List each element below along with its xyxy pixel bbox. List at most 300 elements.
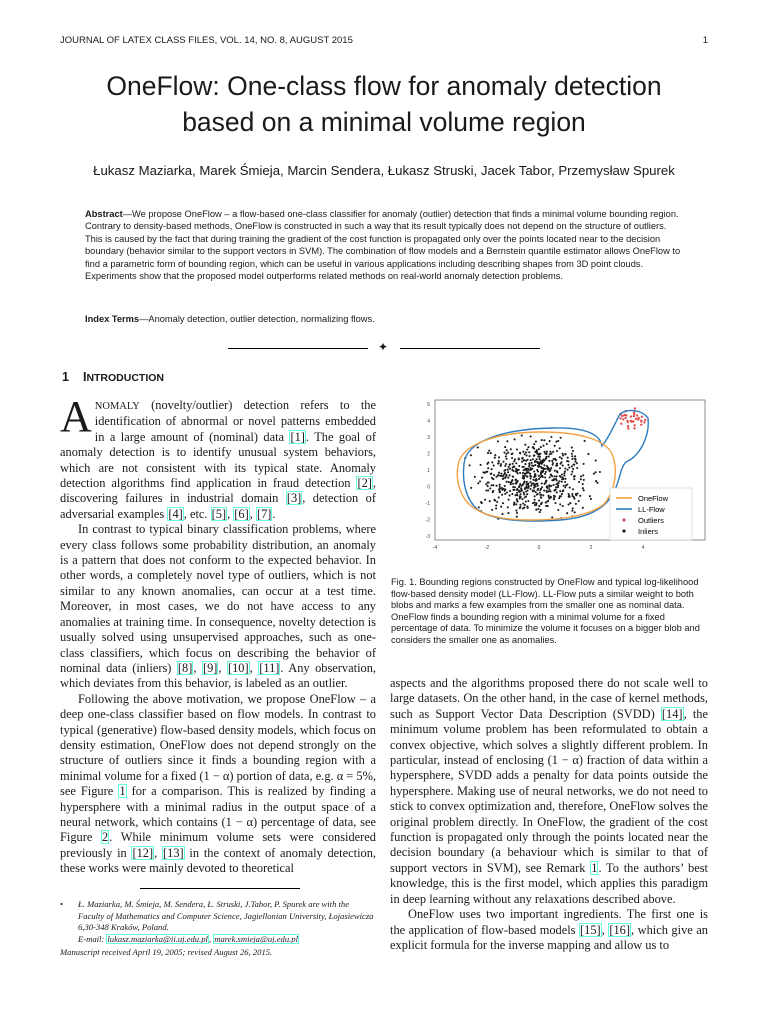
inlier-point xyxy=(533,489,535,491)
inlier-point xyxy=(525,451,527,453)
inlier-point xyxy=(525,485,527,487)
inlier-point xyxy=(511,452,513,454)
inlier-point xyxy=(522,502,524,504)
inlier-point xyxy=(558,497,560,499)
outlier-point xyxy=(634,407,636,409)
inlier-point xyxy=(501,513,503,515)
inlier-point xyxy=(556,479,558,481)
inlier-point xyxy=(491,509,493,511)
inlier-point xyxy=(509,494,511,496)
citation-link[interactable]: [5] xyxy=(211,506,227,521)
inlier-point xyxy=(480,464,482,466)
text: , xyxy=(249,506,256,521)
inlier-point xyxy=(539,494,541,496)
citation-link[interactable]: [3] xyxy=(286,491,302,506)
inlier-point xyxy=(564,471,566,473)
inlier-point xyxy=(487,485,489,487)
outlier-point xyxy=(619,417,621,419)
inlier-point xyxy=(575,503,577,505)
inlier-point xyxy=(515,510,517,512)
outlier-point xyxy=(624,417,626,419)
inlier-point xyxy=(478,506,480,508)
inlier-point xyxy=(560,437,562,439)
citation-link[interactable]: [8] xyxy=(177,660,193,675)
inlier-point xyxy=(501,494,503,496)
inlier-point xyxy=(575,493,577,495)
inlier-point xyxy=(523,481,525,483)
inlier-point xyxy=(488,450,490,452)
inlier-point xyxy=(562,476,564,478)
inlier-point xyxy=(519,493,521,495)
inlier-point xyxy=(474,476,476,478)
y-tick-label: -2 xyxy=(425,517,430,524)
running-header: JOURNAL OF LATEX CLASS FILES, VOL. 14, NO. 8, AUGUST 2015 xyxy=(60,35,353,46)
citation-link[interactable]: [9] xyxy=(202,660,218,675)
inlier-point xyxy=(550,496,552,498)
inlier-point xyxy=(562,465,564,467)
inlier-point xyxy=(564,486,566,488)
inlier-point xyxy=(545,453,547,455)
inlier-point xyxy=(547,487,549,489)
inlier-point xyxy=(562,454,564,456)
inlier-point xyxy=(541,467,543,469)
inlier-point xyxy=(580,478,582,480)
inlier-point xyxy=(494,500,496,502)
inlier-point xyxy=(519,496,521,498)
inlier-point xyxy=(567,457,569,459)
footnote-rule xyxy=(140,888,300,889)
inlier-point xyxy=(541,475,543,477)
inlier-point xyxy=(539,489,541,491)
legend-llflow-label: LL-Flow xyxy=(638,505,665,514)
outlier-point xyxy=(627,427,629,429)
footnote-body xyxy=(78,899,376,945)
inlier-point xyxy=(516,448,518,450)
inlier-point xyxy=(519,483,521,485)
inlier-point xyxy=(493,464,495,466)
citation-link[interactable]: [16] xyxy=(609,922,630,937)
outlier-point xyxy=(620,423,622,425)
right-column xyxy=(390,676,708,953)
inlier-point xyxy=(501,475,503,477)
inlier-point xyxy=(477,482,479,484)
inlier-point xyxy=(572,488,574,490)
inlier-point xyxy=(579,495,581,497)
outlier-point xyxy=(633,427,635,429)
inlier-point xyxy=(571,455,573,457)
inlier-point xyxy=(521,434,523,436)
left-column xyxy=(60,392,376,877)
inlier-point xyxy=(539,511,541,513)
outlier-point xyxy=(633,415,635,417)
inlier-point xyxy=(499,484,501,486)
inlier-point xyxy=(499,486,501,488)
inlier-point xyxy=(487,467,489,469)
inlier-point xyxy=(481,477,483,479)
inlier-point xyxy=(566,460,568,462)
inlier-point xyxy=(519,504,521,506)
inlier-point xyxy=(505,453,507,455)
inlier-point xyxy=(521,461,523,463)
inlier-point xyxy=(571,453,573,455)
inlier-point xyxy=(509,468,511,470)
inlier-point xyxy=(578,481,580,483)
inlier-point xyxy=(492,484,494,486)
inlier-point xyxy=(534,484,536,486)
legend-inliers-label: Inliers xyxy=(638,527,659,536)
inlier-point xyxy=(510,448,512,450)
inlier-point xyxy=(518,485,520,487)
inlier-point xyxy=(548,456,550,458)
inlier-point xyxy=(533,454,535,456)
y-tick-label: 4 xyxy=(427,418,430,425)
inlier-point xyxy=(501,487,503,489)
citation-link[interactable]: [15] xyxy=(580,922,601,937)
inlier-point xyxy=(564,478,566,480)
section-title-initial: I xyxy=(82,370,87,384)
text: , which give an explicit formula for the inverse mapping and allow us to xyxy=(390,922,708,952)
inlier-point xyxy=(552,462,554,464)
inlier-point xyxy=(500,465,502,467)
inlier-point xyxy=(538,448,540,450)
inlier-point xyxy=(587,453,589,455)
inlier-point xyxy=(504,493,506,495)
inlier-point xyxy=(530,485,532,487)
inlier-point xyxy=(575,458,577,460)
inlier-point xyxy=(550,436,552,438)
inlier-point xyxy=(507,506,509,508)
outlier-point xyxy=(625,414,627,416)
inlier-point xyxy=(513,501,515,503)
x-tick-label: 4 xyxy=(641,545,645,551)
inlier-point xyxy=(535,491,537,493)
inlier-point xyxy=(546,443,548,445)
inlier-point xyxy=(535,509,537,511)
inlier-point xyxy=(573,478,575,480)
inlier-point xyxy=(595,480,597,482)
inlier-point xyxy=(516,492,518,494)
inlier-point xyxy=(538,478,540,480)
inlier-point xyxy=(477,446,479,448)
inlier-point xyxy=(537,493,539,495)
inlier-point xyxy=(513,460,515,462)
inlier-point xyxy=(502,461,504,463)
inlier-point xyxy=(559,447,561,449)
inlier-point xyxy=(582,507,584,509)
citation-link[interactable]: [1] xyxy=(290,429,305,444)
inlier-point xyxy=(512,475,514,477)
inlier-point xyxy=(524,453,526,455)
drop-cap: A xyxy=(60,392,92,441)
x-tick-label: -2 xyxy=(484,545,490,551)
inlier-point xyxy=(514,486,516,488)
inlier-point xyxy=(518,458,520,460)
inlier-point xyxy=(500,506,502,508)
text: (novelty/outlier) detection refers to the identification of abnormal or novel patterns embedded in a large amount of (nominal) data xyxy=(94,398,376,444)
inlier-point xyxy=(541,460,543,462)
text: . The goal of anomaly detection is to identify unusual system behaviors, which are not consistent with its typical state. Anomaly detection algorithms find application in fraud detection xyxy=(60,429,376,491)
legend-outliers-label: Outliers xyxy=(638,516,664,525)
inlier-point xyxy=(488,482,490,484)
inlier-point xyxy=(571,510,573,512)
citation-link[interactable]: [12] xyxy=(132,845,154,860)
inlier-point xyxy=(536,453,538,455)
y-tick-label: 0 xyxy=(427,484,430,491)
inlier-point xyxy=(550,467,552,469)
inlier-point xyxy=(580,475,582,477)
inlier-point xyxy=(504,490,506,492)
inlier-point xyxy=(583,479,585,481)
text: Following the above motivation, we propose OneFlow – a deep one-class classifier based on flow models. In contrast to typical (generative) flow-based density models, which focus on density estimation, OneFlow does not depend strongly on the structure of outliers since it finds a bounding region with a minimal volume for a fixed (1 − α) portion of data, e.g. α = 5%, see Figure xyxy=(60,691,376,799)
inlier-point xyxy=(480,501,482,503)
citation-link[interactable]: [2] xyxy=(357,476,372,491)
inlier-point xyxy=(559,503,561,505)
inlier-point xyxy=(505,455,507,457)
inlier-point xyxy=(524,473,526,475)
figure-caption: Fig. 1. Bounding regions constructed by OneFlow and typical log-likelihood flow-based density model (LL-Flow). LL-Flow puts a similar weight to both blobs and marks a few examples from the smaller one as nominal data. OneFlow finds a bounding region with a minimal volume for a fixed percentage of data. To minimize the volume it focuses on a bigger blob and considers the smaller one as anomalies. xyxy=(391,577,700,645)
inlier-point xyxy=(490,484,492,486)
inlier-point xyxy=(523,493,525,495)
inlier-point xyxy=(583,463,585,465)
inlier-point xyxy=(511,479,513,481)
inlier-point xyxy=(489,487,491,489)
inlier-point xyxy=(551,516,553,518)
inlier-point xyxy=(497,440,499,442)
inlier-point xyxy=(515,503,517,505)
inlier-point xyxy=(526,454,528,456)
inlier-point xyxy=(485,483,487,485)
inlier-point xyxy=(545,457,547,459)
inlier-point xyxy=(557,440,559,442)
legend-oneflow-label: OneFlow xyxy=(638,494,669,503)
outlier-point xyxy=(633,413,635,415)
figure-link[interactable]: 1 xyxy=(119,784,126,799)
inlier-point xyxy=(510,483,512,485)
text: . xyxy=(272,506,276,521)
inlier-point xyxy=(532,446,534,448)
divider-line-right xyxy=(400,348,540,349)
inlier-point xyxy=(584,440,586,442)
outlier-point xyxy=(630,420,632,422)
inlier-point xyxy=(561,493,563,495)
inlier-point xyxy=(538,500,540,502)
y-tick-label: 1 xyxy=(427,468,430,474)
inlier-point xyxy=(529,475,531,477)
inlier-point xyxy=(567,464,569,466)
figure-link[interactable]: 2 xyxy=(102,830,109,845)
inlier-point xyxy=(528,451,530,453)
inlier-point xyxy=(576,467,578,469)
inlier-point xyxy=(487,489,489,491)
y-tick-label: 3 xyxy=(427,435,430,441)
inlier-point xyxy=(544,476,546,478)
text: , discovering failures in industrial domain xyxy=(60,476,376,506)
figure-1-scatter-plot xyxy=(420,396,710,558)
inlier-point xyxy=(499,488,501,490)
inlier-point xyxy=(526,471,528,473)
inlier-point xyxy=(533,470,535,472)
inlier-point xyxy=(479,480,481,482)
inlier-point xyxy=(551,479,553,481)
inlier-point xyxy=(491,461,493,463)
inlier-point xyxy=(532,479,534,481)
inlier-point xyxy=(521,498,523,500)
inlier-point xyxy=(534,479,536,481)
inlier-point xyxy=(517,472,519,474)
inlier-points xyxy=(464,434,601,519)
inlier-point xyxy=(582,487,584,489)
inlier-point xyxy=(569,487,571,489)
inlier-point xyxy=(511,457,513,459)
inlier-point xyxy=(542,445,544,447)
inlier-point xyxy=(516,500,518,502)
inlier-point xyxy=(545,471,547,473)
inlier-point xyxy=(519,452,521,454)
citation-link[interactable]: [6] xyxy=(234,506,249,521)
inlier-point xyxy=(564,467,566,469)
inlier-point xyxy=(527,507,529,509)
inlier-point xyxy=(494,457,496,459)
text: for a comparison. This is realized by finding a hypersphere with a minimal radius in the output space of a neural network, which contains (1 − α) percentage of data, see Figure xyxy=(60,784,376,845)
text: , xyxy=(218,660,227,675)
inlier-point xyxy=(482,471,484,473)
inlier-point xyxy=(564,481,566,483)
inlier-point xyxy=(537,489,539,491)
inlier-point xyxy=(555,489,557,491)
divider-diamond-icon: ✦ xyxy=(378,340,389,354)
inlier-point xyxy=(508,481,510,483)
inlier-point xyxy=(549,453,551,455)
inlier-point xyxy=(539,453,541,455)
inlier-point xyxy=(516,489,518,491)
inlier-point xyxy=(499,491,501,493)
inlier-point xyxy=(540,503,542,505)
section-divider xyxy=(228,342,540,354)
index-terms xyxy=(85,314,683,324)
inlier-point xyxy=(526,459,528,461)
inlier-point xyxy=(534,502,536,504)
inlier-point xyxy=(570,473,572,475)
outlier-point xyxy=(643,421,645,423)
inlier-point xyxy=(553,478,555,480)
inlier-point xyxy=(554,445,556,447)
inlier-point xyxy=(504,469,506,471)
inlier-point xyxy=(573,476,575,478)
text: aspects and the algorithms proposed there do not scale well to large datasets. On the other hand, in the case of kernel methods, such as Support Vector Data Description (SVDD) xyxy=(390,676,708,721)
inlier-point xyxy=(554,502,556,504)
section-number: 1 xyxy=(62,370,69,384)
inlier-point xyxy=(590,498,592,500)
inlier-point xyxy=(515,470,517,472)
inlier-point xyxy=(546,451,548,453)
inlier-point xyxy=(522,451,524,453)
inlier-point xyxy=(534,464,536,466)
inlier-point xyxy=(469,464,471,466)
inlier-point xyxy=(507,469,509,471)
footnote-affiliation: Ł. Maziarka, M. Śmieja, M. Sendera, Ł. Struski, J.Tabor, P. Spurek are with the Faculty of Mathematics and Computer Science, Jagiellonian University, Łojasiewicza 6,30-348 Kraków, Poland. xyxy=(78,899,374,933)
paragraph xyxy=(390,907,708,953)
inlier-point xyxy=(506,449,508,451)
inlier-point xyxy=(536,458,538,460)
citation-link[interactable]: [10] xyxy=(227,660,249,675)
email-link[interactable]: lukasz.maziarka@ii.uj.edu.pl xyxy=(107,933,208,944)
inlier-point xyxy=(571,458,573,460)
inlier-point xyxy=(512,463,514,465)
inlier-point xyxy=(529,455,531,457)
inlier-point xyxy=(537,508,539,510)
inlier-point xyxy=(511,493,513,495)
inlier-point xyxy=(528,465,530,467)
inlier-point xyxy=(564,453,566,455)
citation-link[interactable]: [14] xyxy=(661,706,683,721)
inlier-point xyxy=(507,512,509,514)
inlier-point xyxy=(526,493,528,495)
inlier-point xyxy=(578,500,580,502)
inlier-point xyxy=(484,499,486,501)
citation-link[interactable]: [7] xyxy=(256,506,272,521)
inlier-point xyxy=(573,498,575,500)
inlier-point xyxy=(548,490,550,492)
citation-link[interactable]: [11] xyxy=(259,660,280,675)
inlier-point xyxy=(571,447,573,449)
inlier-point xyxy=(540,497,542,499)
inlier-point xyxy=(523,466,525,468)
outlier-point xyxy=(630,415,632,417)
inlier-point xyxy=(536,451,538,453)
email-link[interactable]: marek.smieja@uj.edu.pl xyxy=(214,933,298,944)
inlier-point xyxy=(507,452,509,454)
inlier-point xyxy=(537,456,539,458)
legend-inliers-swatch xyxy=(622,529,625,532)
inlier-point xyxy=(563,472,565,474)
inlier-point xyxy=(524,496,526,498)
inlier-point xyxy=(516,516,518,518)
inlier-point xyxy=(494,454,496,456)
inlier-point xyxy=(508,466,510,468)
inlier-point xyxy=(548,495,550,497)
inlier-point xyxy=(548,460,550,462)
inlier-point xyxy=(548,488,550,490)
inlier-point xyxy=(496,485,498,487)
inlier-point xyxy=(554,470,556,472)
inlier-point xyxy=(544,473,546,475)
citation-link[interactable]: [13] xyxy=(163,845,184,860)
citation-link[interactable]: [4] xyxy=(168,506,183,521)
inlier-point xyxy=(530,435,532,437)
inlier-point xyxy=(492,478,494,480)
inlier-point xyxy=(527,482,529,484)
x-tick-label: 0 xyxy=(537,545,541,551)
inlier-point xyxy=(535,504,537,506)
inlier-point xyxy=(498,496,500,498)
inlier-point xyxy=(506,481,508,483)
inlier-point xyxy=(487,462,489,464)
remark-link[interactable]: 1 xyxy=(591,860,598,875)
inlier-point xyxy=(555,486,557,488)
inlier-point xyxy=(551,475,553,477)
outlier-point xyxy=(633,424,635,426)
inlier-point xyxy=(527,446,529,448)
abstract-label: Abstract xyxy=(85,209,123,219)
inlier-point xyxy=(555,459,557,461)
outlier-point xyxy=(636,414,638,416)
text: . While minimum volume sets were considered previously in xyxy=(60,830,376,860)
paragraph xyxy=(60,692,376,877)
y-tick-label: 2 xyxy=(427,451,430,458)
inlier-point xyxy=(507,477,509,479)
inlier-point xyxy=(556,475,558,477)
inlier-point xyxy=(557,483,559,485)
